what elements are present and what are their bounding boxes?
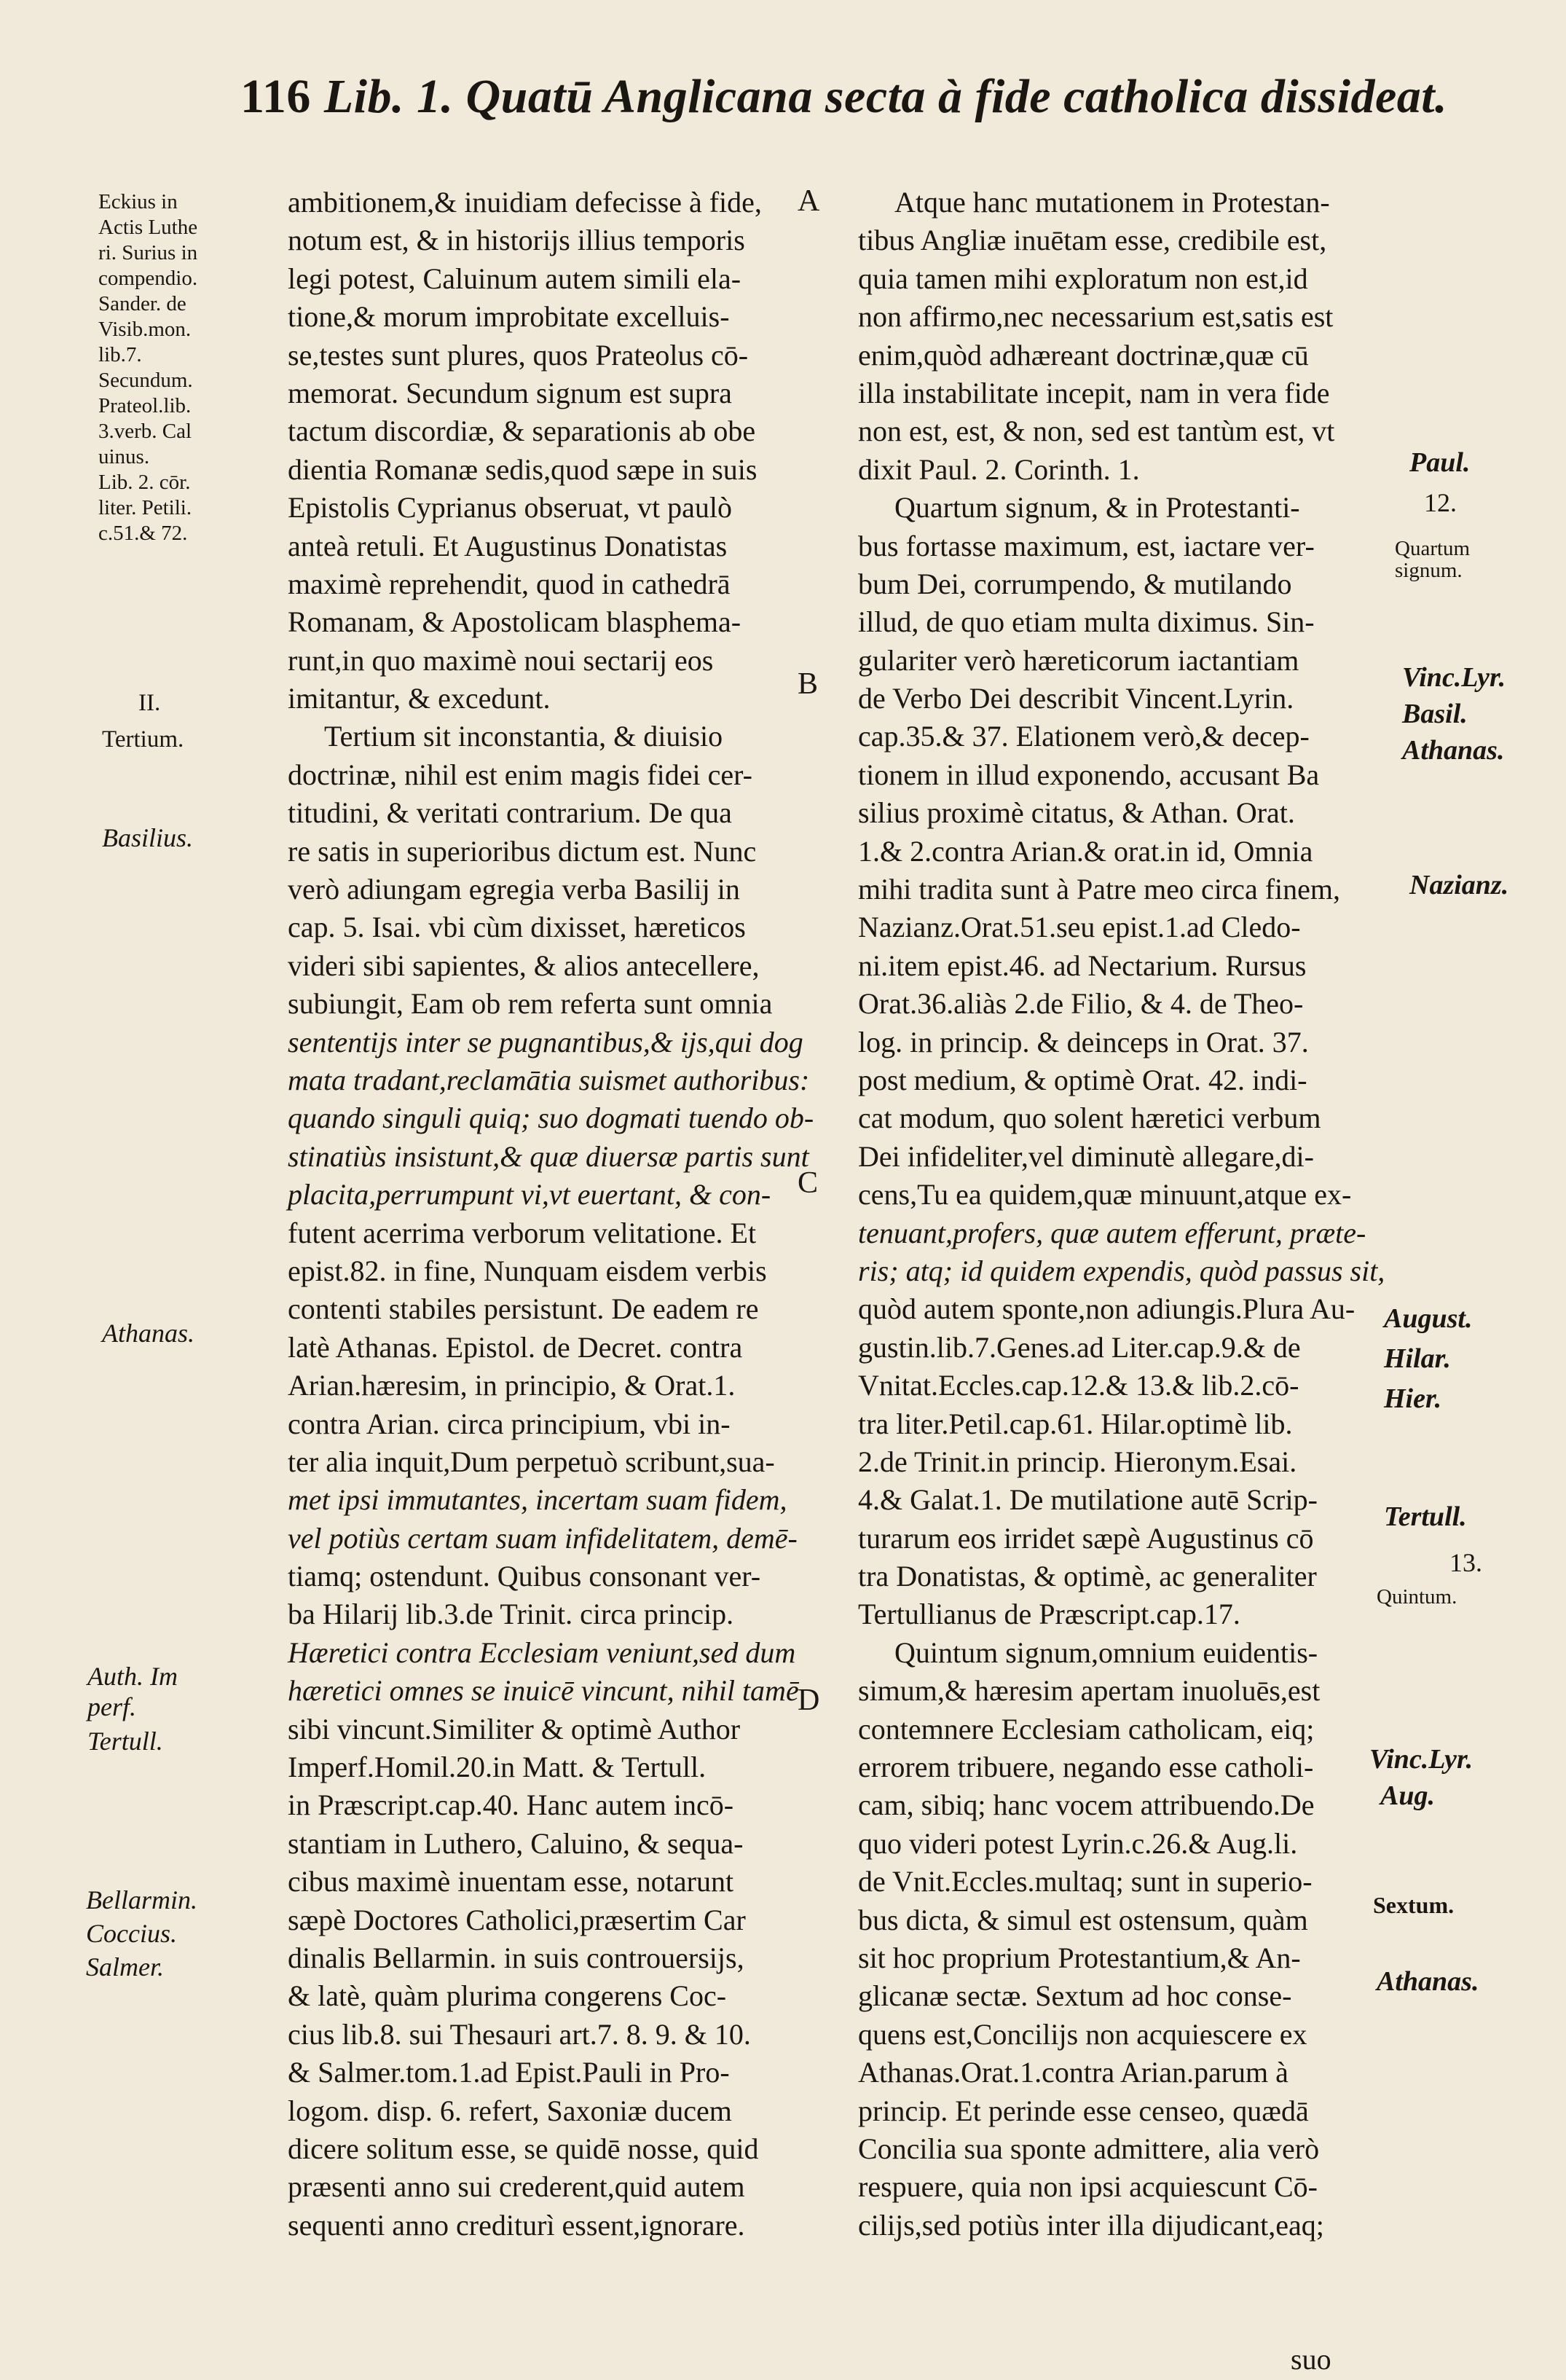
margin-tertull: Tertull.	[1384, 1501, 1467, 1532]
text-line: in Præscript.cap.40. Hanc autem incō-	[288, 1788, 734, 1822]
text-line: cat modum, quo solent hæretici verbum	[858, 1101, 1321, 1135]
text-line: sibi vincunt.Similiter & optimè Author	[288, 1712, 741, 1745]
text-line: turarum eos irridet sæpè Augustinus cō	[858, 1521, 1314, 1555]
text-line: tra liter.Petil.cap.61. Hilar.optimè lib.	[858, 1407, 1293, 1440]
text-line: & Salmer.tom.1.ad Epist.Pauli in Pro-	[288, 2056, 730, 2089]
running-title: Lib. 1. Quatū Anglicana secta à fide catholica dissideat.	[323, 70, 1448, 123]
margin-note: Actis Luthe	[98, 216, 198, 239]
margin-hilar: Hilar.	[1384, 1343, 1451, 1374]
margin-basil: Basil.	[1402, 699, 1468, 729]
text-line: Hæretici contra Ecclesiam veniunt,sed dum	[288, 1635, 796, 1669]
section-letter-b: B	[798, 667, 819, 701]
text-line: titudini, & veritati contrarium. De qua	[288, 796, 732, 830]
text-line: illa instabilitate incepit, nam in vera fide	[858, 376, 1330, 409]
text-line: bus dicta, & simul est ostensum, quàm	[858, 1903, 1308, 1936]
text-line: non affirmo,nec necessarium est,satis est	[858, 300, 1334, 334]
text-line: gulariter verò hæreticorum iactantiam	[858, 643, 1299, 677]
text-line: runt,in quo maximè noui sectarij eos	[288, 643, 714, 677]
right-text-column	[858, 184, 1386, 2244]
text-line: logom. disp. 6. refert, Saxoniæ ducem	[288, 2094, 732, 2127]
margin-vinc-lyr: Vinc.Lyr.	[1402, 662, 1506, 693]
margin-note: liter. Petili.	[98, 496, 192, 519]
text-line: bum Dei, corrumpendo, & mutilando	[858, 567, 1292, 600]
text-line: cens,Tu ea quidem,quæ minuunt,atque ex-	[858, 1178, 1352, 1211]
left-text-column	[288, 184, 819, 2244]
margin-paul: Paul.	[1409, 447, 1471, 478]
margin-august: August.	[1384, 1303, 1473, 1334]
text-line: cap.35.& 37. Elationem verò,& decep-	[858, 720, 1310, 753]
text-line: 4.& Galat.1. De mutilatione autē Scrip-	[858, 1483, 1318, 1517]
text-line: bus fortasse maximum, est, iactare ver-	[858, 529, 1315, 562]
text-line: princip. Et perinde esse censeo, quædā	[858, 2094, 1309, 2127]
text-line: Vnitat.Eccles.cap.12.& 13.& lib.2.cō-	[858, 1369, 1299, 1402]
text-line: placita,perrumpunt vi,vt euertant, & con-	[288, 1178, 771, 1211]
text-line: anteà retuli. Et Augustinus Donatistas	[288, 529, 728, 562]
margin-quintum: Quintum.	[1377, 1585, 1457, 1609]
margin-number-11: II.	[138, 690, 161, 716]
section-letter-c: C	[798, 1166, 819, 1200]
text-line: tibus Angliæ inuētam esse, credibile est,	[858, 224, 1327, 257]
text-line: & latè, quàm plurima congerens Coc-	[288, 1979, 727, 2013]
text-line: de Vnit.Eccles.multaq; sunt in superio-	[858, 1865, 1313, 1898]
margin-hier: Hier.	[1384, 1383, 1442, 1414]
text-line: sæpè Doctores Catholici,præsertim Car	[288, 1903, 746, 1936]
margin-basilius: Basilius.	[102, 823, 194, 852]
text-line: de Verbo Dei describit Vincent.Lyrin.	[858, 682, 1294, 715]
text-line: Tertullianus de Præscript.cap.17.	[858, 1598, 1240, 1631]
text-line: tenuant,profers, quæ autem efferunt, præte-	[858, 1216, 1366, 1249]
text-line: cap. 5. Isai. vbi cùm dixisset, hæreticos	[288, 911, 746, 944]
text-line: epist.82. in fine, Nunquam eisdem verbis	[288, 1254, 767, 1287]
text-line: Tertium sit inconstantia, & diuisio	[324, 720, 723, 753]
text-line: ni.item epist.46. ad Nectarium. Rursus	[858, 949, 1307, 982]
text-line: re satis in superioribus dictum est. Nunc	[288, 834, 757, 868]
margin-note: c.51.& 72.	[98, 522, 188, 545]
text-line: vel potiùs certam suam infidelitatem, demē-	[288, 1521, 798, 1555]
text-line: hæretici omnes se inuicē vincunt, nihil tamē	[288, 1674, 799, 1708]
margin-tertium: Tertium.	[102, 726, 184, 753]
margin-quartum: Quartum signum.	[1395, 537, 1471, 582]
text-line: præsenti anno sui crederent,quid autem	[288, 2170, 745, 2204]
text-line: contemnere Ecclesiam catholicam, eiq;	[858, 1712, 1315, 1745]
left-margin-references	[98, 189, 197, 546]
text-line: quens est,Concilijs non acquiescere ex	[858, 2017, 1307, 2051]
text-line: memorat. Secundum signum est supra	[288, 376, 732, 409]
margin-note: Sander. de	[98, 292, 186, 315]
section-letter-d: D	[798, 1684, 820, 1717]
text-line: quia tamen mihi exploratum non est,id	[858, 262, 1308, 295]
text-line: Concilia sua sponte admittere, alia verò	[858, 2132, 1320, 2165]
text-line: quando singuli quiq; suo dogmati tuendo ob-	[288, 1101, 814, 1135]
text-line: Quartum signum, & in Protestanti-	[894, 491, 1300, 525]
margin-nazianz: Nazianz.	[1409, 870, 1509, 900]
text-line: ris; atq; id quidem expendis, quòd passus sit,	[858, 1254, 1385, 1287]
text-line: Dei infideliter,vel diminutè allegare,di-	[858, 1139, 1314, 1173]
text-line: illud, de quo etiam multa diximus. Sin-	[858, 605, 1315, 639]
text-line: Imperf.Homil.20.in Matt. & Tertull.	[288, 1751, 707, 1784]
margin-vinc-lyr: Vinc.Lyr.	[1369, 1744, 1473, 1775]
running-header	[240, 69, 1448, 125]
margin-note: Visib.mon.	[98, 318, 192, 341]
text-line: Romanam, & Apostolicam blasphema-	[288, 605, 741, 639]
text-line: silius proximè citatus, & Athan. Orat.	[858, 796, 1295, 830]
text-line: contra Arian. circa principium, vbi in-	[288, 1407, 731, 1440]
text-line: Epistolis Cyprianus obseruat, vt paulò	[288, 491, 732, 525]
text-line: ambitionem,& inuidiam defecisse à fide,	[288, 186, 762, 219]
text-line: mihi tradita sunt à Patre meo circa finem,	[858, 873, 1340, 906]
page-number: 116	[240, 70, 311, 123]
text-line: sequenti anno crediturì essent,ignorare.	[288, 2208, 745, 2242]
margin-number-13: 13.	[1449, 1548, 1482, 1577]
text-line: Nazianz.Orat.51.seu epist.1.ad Cledo-	[858, 911, 1301, 944]
text-line: dientia Romanæ sedis,quod sæpe in suis	[288, 452, 758, 486]
text-line: sit hoc proprium Protestantium,& An-	[858, 1941, 1301, 1974]
text-line: cibus maximè inuentam esse, notarunt	[288, 1865, 734, 1898]
text-line: Atque hanc mutationem in Protestan-	[894, 186, 1330, 219]
margin-auth-imperf: Auth. Im perf.	[87, 1662, 178, 1721]
text-line: tactum discordiæ, & separationis ab obe	[288, 415, 756, 448]
catchword: suo	[1291, 2343, 1331, 2376]
text-line: gustin.lib.7.Genes.ad Liter.cap.9.& de	[858, 1330, 1301, 1364]
margin-note: Eckius in	[98, 190, 178, 213]
margin-athanas: Athanas.	[1402, 735, 1505, 766]
text-line: tionem in illud exponendo, accusant Ba	[858, 758, 1320, 791]
text-line: legi potest, Caluinum autem simili ela-	[288, 262, 741, 295]
margin-note: Secundum.	[98, 369, 193, 392]
margin-note: uinus.	[98, 445, 150, 468]
text-line: mata tradant,reclamātia suismet authoribus:	[288, 1063, 810, 1096]
text-line: cam, sibiq; hanc vocem attribuendo.De	[858, 1788, 1315, 1822]
margin-note: Lib. 2. cōr.	[98, 471, 191, 494]
text-line: latè Athanas. Epistol. de Decret. contra	[288, 1330, 743, 1364]
text-line: futent acerrima verborum velitatione. Et	[288, 1216, 757, 1249]
text-line: Athanas.Orat.1.contra Arian.parum à	[858, 2056, 1288, 2089]
margin-athanas: Athanas.	[102, 1319, 195, 1348]
text-line: Orat.36.aliàs 2.de Filio, & 4. de Theo-	[858, 987, 1304, 1021]
margin-number-12: 12.	[1424, 488, 1457, 517]
text-line: dicere solitum esse, se quidē nosse, quid	[288, 2132, 759, 2165]
text-line: respuere, quia non ipsi acquiescunt Cō-	[858, 2170, 1318, 2204]
margin-note: lib.7.	[98, 343, 142, 366]
text-line: enim,quòd adhæreant doctrinæ,quæ cū	[858, 338, 1309, 372]
text-line: ter alia inquit,Dum perpetuò scribunt,sua-	[288, 1445, 775, 1478]
margin-note: ri. Surius in	[98, 241, 198, 264]
section-letter-a: A	[798, 184, 820, 218]
text-line: non est, est, & non, sed est tantùm est, vt	[858, 415, 1335, 448]
text-line: doctrinæ, nihil est enim magis fidei cer-	[288, 758, 752, 791]
text-line: errorem tribuere, negando esse catholi-	[858, 1751, 1314, 1784]
text-line: met ipsi immutantes, incertam suam fidem,	[288, 1483, 787, 1517]
text-line: stinatiùs insistunt,& quæ diuersæ partis sunt	[288, 1139, 809, 1173]
margin-tertull: Tertull.	[87, 1727, 163, 1756]
text-line: dinalis Bellarmin. in suis controuersijs,	[288, 1941, 744, 1974]
text-line: cius lib.8. sui Thesauri art.7. 8. 9. & 10.	[288, 2017, 751, 2051]
text-line: tiamq; ostendunt. Quibus consonant ver-	[288, 1560, 761, 1593]
text-line: Arian.hæresim, in principio, & Orat.1.	[288, 1369, 736, 1402]
text-line: contenti stabiles persistunt. De eadem re	[288, 1292, 759, 1326]
text-line: notum est, & in historijs illius temporis	[288, 224, 745, 257]
text-line: quo videri potest Lyrin.c.26.& Aug.li.	[858, 1826, 1298, 1860]
text-line: se,testes sunt plures, quos Prateolus cō-	[288, 338, 749, 372]
text-line: verò adiungam egregia verba Basilij in	[288, 873, 740, 906]
text-line: quòd autem sponte,non adiungis.Plura Au-	[858, 1292, 1356, 1326]
margin-bellarmin: Bellarmin. Coccius. Salmer.	[86, 1885, 197, 1982]
text-line: post medium, & optimè Orat. 42. indi-	[858, 1063, 1307, 1096]
text-line: cilijs,sed potiùs inter illa dijudicant,eaq;	[858, 2208, 1324, 2242]
text-line: tione,& morum improbitate excelluis-	[288, 300, 730, 334]
text-line: log. in princip. & deinceps in Orat. 37.	[858, 1025, 1309, 1059]
margin-sextum: Sextum.	[1373, 1892, 1455, 1918]
text-line: videri sibi sapientes, & alios antecellere,	[288, 949, 760, 982]
text-line: Quintum signum,omnium euidentis-	[894, 1635, 1318, 1669]
text-line: subiungit, Eam ob rem referta sunt omnia	[288, 987, 773, 1021]
margin-aug: Aug.	[1380, 1780, 1435, 1811]
text-line: imitantur, & excedunt.	[288, 682, 551, 715]
margin-note: compendio.	[98, 267, 198, 290]
text-line: 1.& 2.contra Arian.& orat.in id, Omnia	[858, 834, 1313, 868]
text-line: sententijs inter se pugnantibus,& ijs,qui dog	[288, 1025, 803, 1059]
text-line: simum,& hæresim apertam inuoluēs,est	[858, 1674, 1321, 1708]
text-line: glicanæ sectæ. Sextum ad hoc conse-	[858, 1979, 1292, 2013]
margin-note: 3.verb. Cal	[98, 420, 192, 443]
margin-note: Prateol.lib.	[98, 394, 192, 417]
text-line: stantiam in Luthero, Caluino, & sequa-	[288, 1826, 744, 1860]
text-line: ba Hilarij lib.3.de Trinit. circa princip.	[288, 1598, 734, 1631]
text-line: dixit Paul. 2. Corinth. 1.	[858, 452, 1140, 486]
text-line: 2.de Trinit.in princip. Hieronym.Esai.	[858, 1445, 1297, 1478]
margin-athanas: Athanas.	[1377, 1966, 1479, 1997]
text-line: tra Donatistas, & optimè, ac generaliter	[858, 1560, 1317, 1593]
text-line: maximè reprehendit, quod in cathedrā	[288, 567, 731, 600]
